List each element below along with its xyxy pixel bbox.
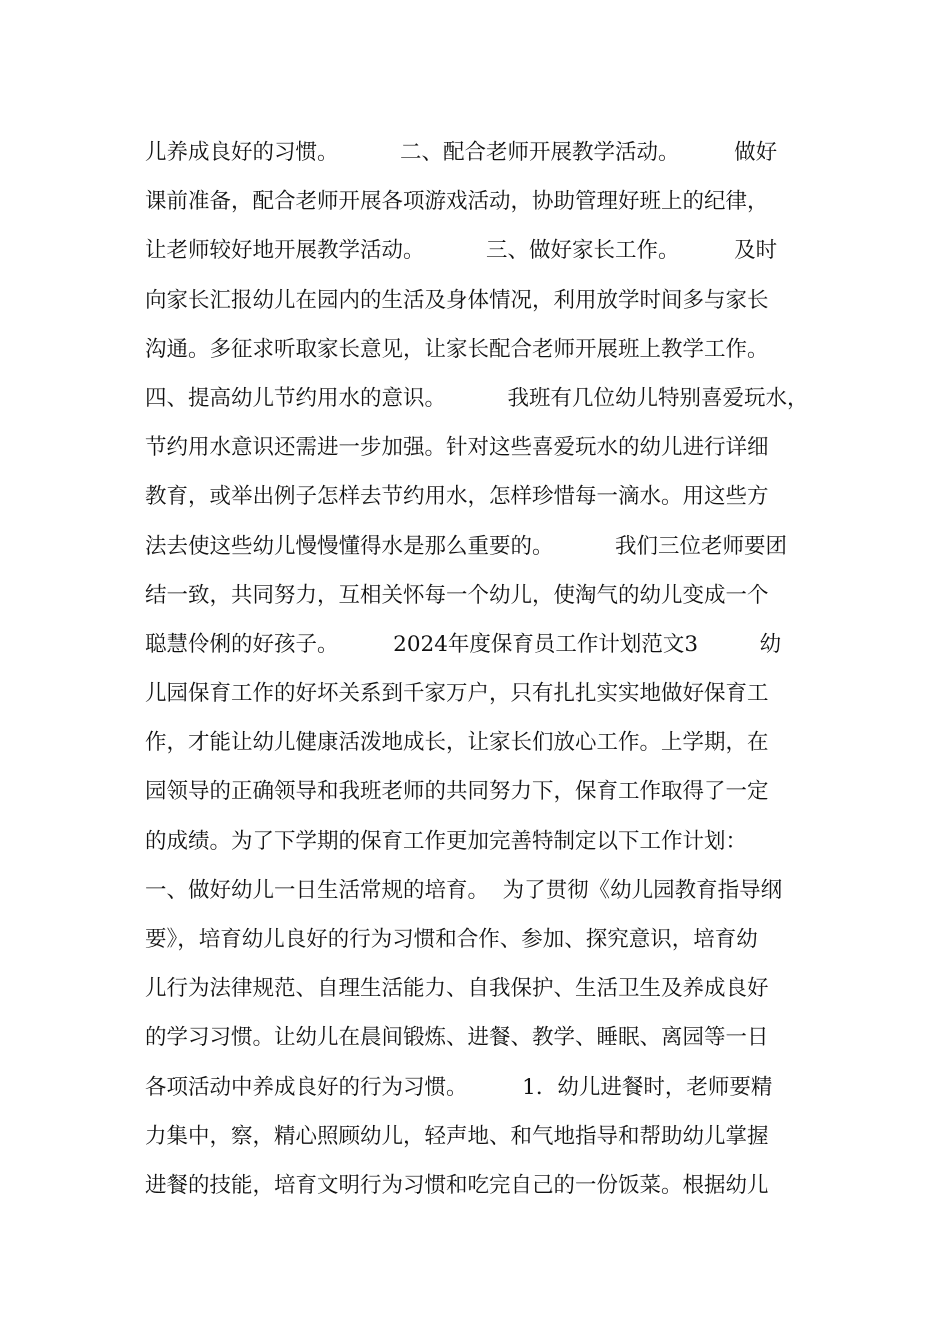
text-line: 力集中，察，精心照顾幼儿，轻声地、和气地指导和帮助幼儿掌握 — [145, 1123, 769, 1149]
text-line: 儿养成良好的习惯。 二、配合老师开展教学活动。 做好 — [145, 140, 778, 165]
text-line: 一、做好幼儿一日生活常规的培育。 为了贯彻《幼儿园教育指导纲 — [145, 877, 783, 903]
text-line: 进餐的技能，培育文明行为习惯和吃完自己的一份饭菜。根据幼儿 — [145, 1172, 769, 1198]
text-line: 四、提高幼儿节约用水的意识。 我班有几位幼儿特别喜爱玩水， — [145, 385, 809, 411]
text-line: 聪慧伶俐的好孩子。 2024年度保育员工作计划范文3 幼 — [145, 631, 782, 657]
text-line: 要》，培育幼儿良好的行为习惯和合作、参加、探究意识，培育幼 — [145, 927, 758, 952]
text-line: 沟通。多征求听取家长意见，让家长配合老师开展班上教学工作。 — [145, 336, 769, 362]
text-line: 让老师较好地开展教学活动。 三、做好家长工作。 及时 — [145, 238, 778, 264]
text-line: 节约用水意识还需进一步加强。针对这些喜爱玩水的幼儿进行详细 — [145, 435, 769, 461]
text-line: 向家长汇报幼儿在园内的生活及身体情况，利用放学时间多与家长 — [145, 287, 769, 313]
text-line: 教育，或举出例子怎样去节约用水，怎样珍惜每一滴水。用这些方 — [145, 484, 769, 510]
text-line: 的成绩。为了下学期的保育工作更加完善特制定以下工作计划： — [145, 828, 748, 854]
text-line: 作，才能让幼儿健康活泼地成长，让家长们放心工作。上学期，在 — [145, 730, 769, 756]
text-line: 结一致，共同努力，互相关怀每一个幼儿，使淘气的幼儿变成一个 — [145, 582, 769, 608]
text-line: 园领导的正确领导和我班老师的共同努力下，保育工作取得了一定 — [145, 779, 769, 805]
text-line: 儿行为法律规范、自理生活能力、自我保护、生活卫生及养成良好 — [145, 976, 769, 1002]
text-line: 法去使这些幼儿慢慢懂得水是那么重要的。 我们三位老师要团 — [145, 533, 788, 559]
text-line: 课前准备，配合老师开展各项游戏活动，协助管理好班上的纪律， — [145, 189, 769, 215]
text-line: 各项活动中养成良好的行为习惯。 1．幼儿进餐时，老师要精 — [145, 1074, 773, 1100]
body-text — [145, 128, 815, 1210]
text-line: 儿园保育工作的好坏关系到千家万户，只有扎扎实实地做好保育工 — [145, 681, 769, 707]
text-line: 的学习习惯。让幼儿在晨间锻炼、进餐、教学、睡眠、离园等一日 — [145, 1025, 769, 1051]
